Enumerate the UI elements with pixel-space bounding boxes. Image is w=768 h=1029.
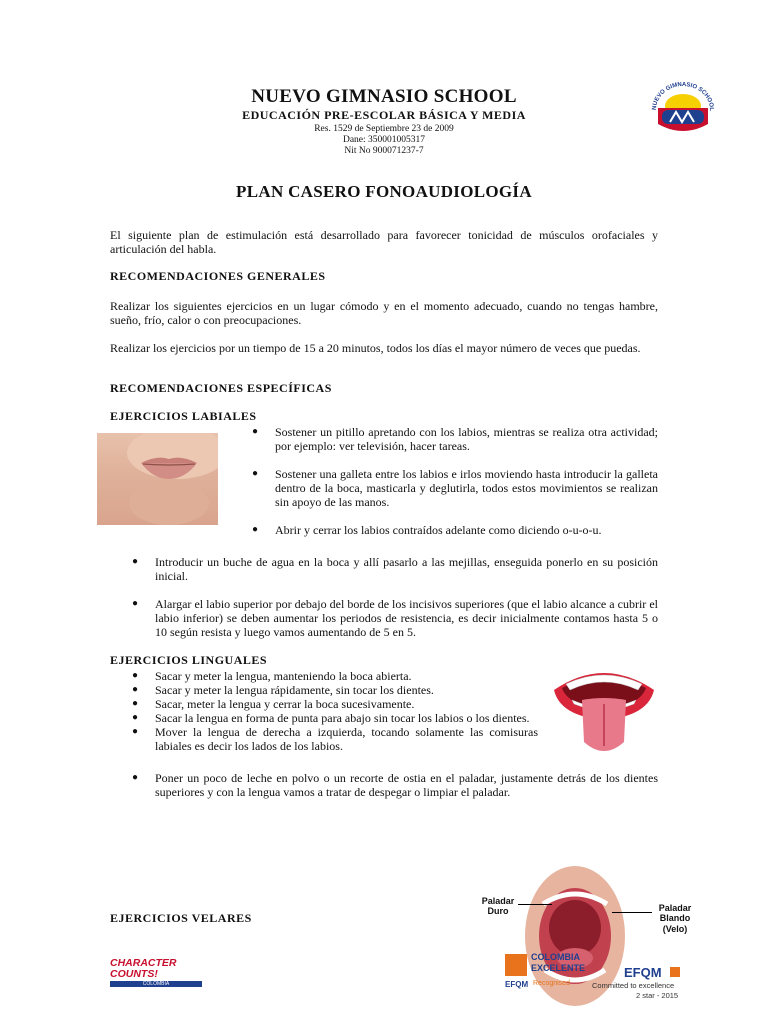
list-item: ● Introducir un buche de agua en la boca y allí pasarlo a las mejillas, enseguida ponerlo en su posición inicial. (132, 555, 658, 583)
page-title: PLAN CASERO FONOAUDIOLOGÍA (236, 182, 532, 201)
list-item: ● Sostener un pitillo apretando con los labios, mientras se realiza otra actividad; por ejemplo: ver televisión, hacer tareas. (252, 425, 658, 453)
label-paladar-blando: Paladar Blando (658, 903, 692, 923)
label-velo: (Velo) (662, 924, 688, 934)
nit-line: Nit No 900071237-7 (344, 146, 424, 156)
list-item: ● Sacar la lengua en forma de punta para abajo sin tocar los labios o los dientes. (132, 711, 530, 725)
velares-heading: EJERCICIOS VELARES (110, 911, 252, 925)
logo-arc-text: NUEVO GIMNASIO SCHOOL (651, 81, 715, 112)
school-logo (650, 80, 716, 136)
specific-heading: RECOMENDACIONES ESPECÍFICAS (110, 381, 332, 395)
list-item: ● Sacar, meter la lengua y cerrar la boca sucesivamente. (132, 697, 415, 711)
linguales-list (132, 669, 538, 753)
intro-paragraph: El siguiente plan de estimulación está desarrollado para favorecer tonicidad de músculos orofaciales y articulación del habla. (110, 228, 658, 256)
pointer-line-duro (518, 904, 552, 905)
colombia-excelente-logo: COLOMBIA EXCELENTE EFQM Recognised (505, 952, 586, 989)
linguales-heading: EJERCICIOS LINGUALES (110, 653, 268, 667)
resolution-line: Res. 1529 de Septiembre 23 de 2009 (314, 124, 454, 134)
list-item: ● Alargar el labio superior por debajo del borde de los incisivos superiores (que el labio alcance a cubrir el labio inferior) se deben aumentar los periodos de resistencia, es decir inicialmente contamos hasta 5 o 10 según resista y luego vamos aumentando de 5 en 5. (132, 597, 658, 639)
dane-line: Dane: 350001005317 (342, 135, 426, 145)
tongue-image (548, 660, 660, 760)
general-paragraph-2: Realizar los ejercicios por un tiempo de 15 a 20 minutos, todos los días el mayor número de veces que puedas. (110, 341, 641, 355)
labiales-list-right (252, 425, 658, 537)
efqm-committed-logo: EFQM Committed to excellence 2 star - 2015 (592, 965, 679, 1000)
general-paragraph-1: Realizar los siguientes ejercicios en un lugar cómodo y en el momento adecuado, cuando no tengas hambre, sueño, frío, calor o con preocupaciones. (110, 299, 658, 327)
character-counts-logo: CHARACTER COUNTS! COLOMBIA (110, 958, 202, 976)
school-name: NUEVO GIMNASIO SCHOOL (251, 86, 517, 107)
list-item: ● Mover la lengua de derecha a izquierda, tocando solamente las comisuras labiales es decir los lados de los labios. (132, 725, 538, 753)
label-paladar-duro: Paladar Duro (481, 896, 515, 916)
labiales-heading: EJERCICIOS LABIALES (110, 409, 257, 423)
list-item: ● Sostener una galleta entre los labios e irlos moviendo hasta introducir la galleta dentro de la boca, masticarla y deglutirla, todos estos movimientos se realizan sin apoyo de las manos. (252, 467, 658, 509)
list-item: ● Sacar y meter la lengua rápidamente, sin tocar los dientes. (132, 683, 434, 697)
school-subtitle: EDUCACIÓN PRE-ESCOLAR BÁSICA Y MEDIA (242, 108, 526, 122)
linguales-last-item: ● Poner un poco de leche en polvo o un recorte de ostia en el paladar, justamente detrás de los dientes superiores y con la lengua vamos a tratar de despegar o limpiar el paladar. (132, 771, 658, 799)
general-heading: RECOMENDACIONES GENERALES (110, 269, 326, 283)
lips-image (97, 433, 218, 525)
list-item: ● Abrir y cerrar los labios contraídos adelante como diciendo o-u-o-u. (252, 523, 602, 537)
pointer-line-blando (612, 912, 652, 913)
labiales-list-full (132, 555, 658, 639)
list-item: ● Sacar y meter la lengua, manteniendo la boca abierta. (132, 669, 412, 683)
